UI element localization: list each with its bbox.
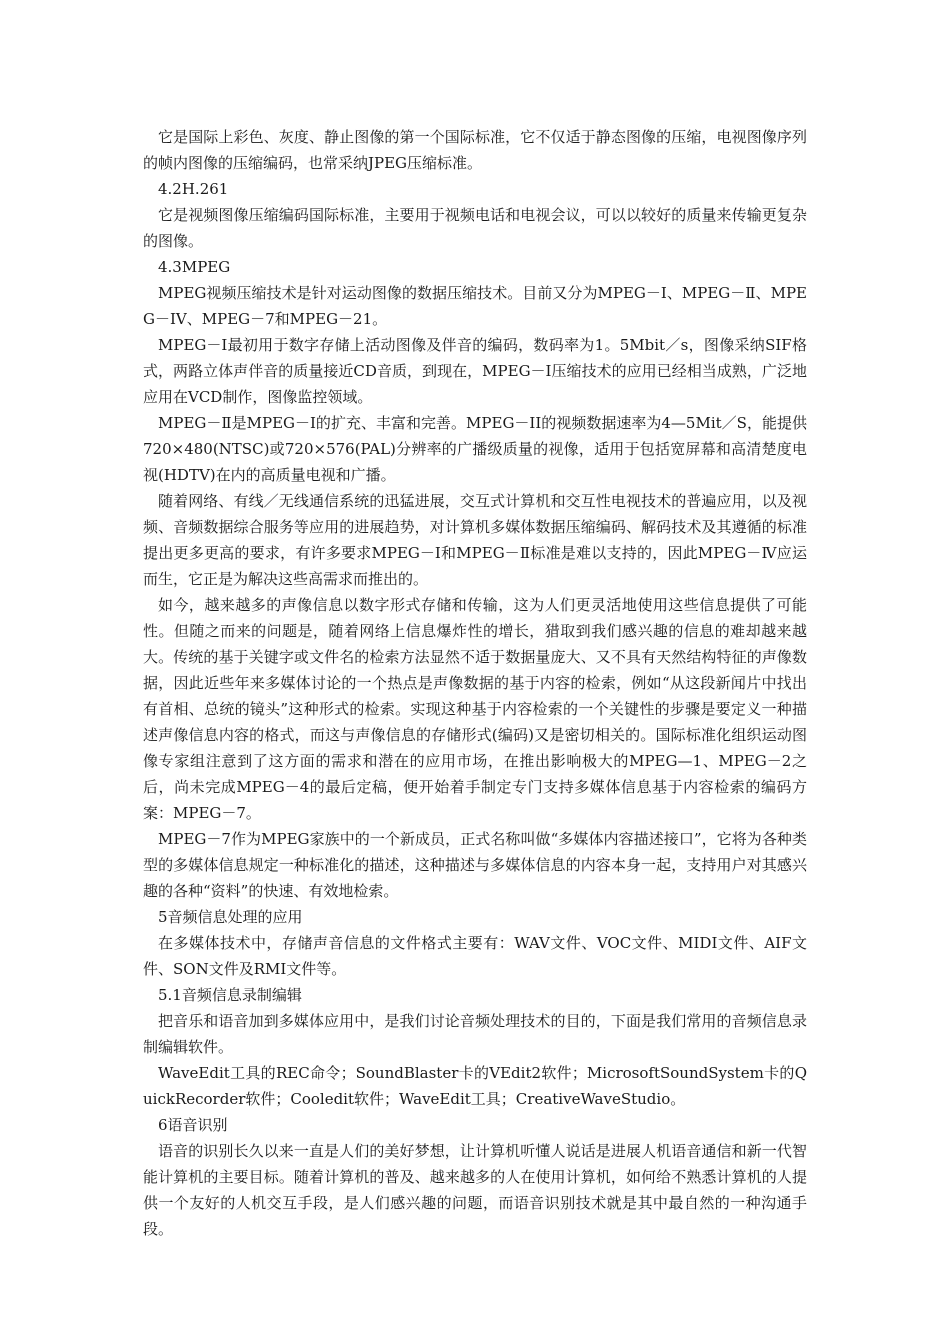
paragraph-mpeg-1: MPEG－I最初用于数字存储上活动图像及伴音的编码，数码率为1。5Mbit／s，图像采纳SIF格式，两路立体声伴音的质量接近CD音质，到现在，MPEG－I压缩技术的应用已经相当成熟，广泛地应用在VCD制作，图像监控领域。 (143, 336, 807, 406)
paragraph-audio-formats: 在多媒体技术中，存储声音信息的文件格式主要有：WAV文件、VOC文件、MIDI文件、AIF文件、SON文件及RMI文件等。 (143, 934, 807, 978)
section-heading-5: 5音频信息处理的应用 (158, 908, 303, 926)
paragraph-audio-editing: 把音乐和语音加到多媒体应用中，是我们讨论音频处理技术的目的，下面是我们常用的音频信息录制编辑软件。 (143, 1012, 807, 1056)
paragraph-jpeg-intro: 它是国际上彩色、灰度、静止图像的第一个国际标准，它不仅适于静态图像的压缩，电视图像序列的帧内图像的压缩编码，也常采纳JPEG压缩标准。 (143, 128, 807, 172)
paragraph-speech-recognition: 语音的识别长久以来一直是人们的美好梦想，让计算机听懂人说话是进展人机语音通信和新一代智能计算机的主要目标。随着计算机的普及、越来越多的人在使用计算机，如何给不熟悉计算机的人提供一个友好的人机交互手段，是人们感兴趣的问题，而语音识别技术就是其中最自然的一种沟通手段。 (143, 1142, 807, 1238)
paragraph-audio-software-list: WaveEdit工具的REC命令；SoundBlaster卡的VEdit2软件；MicrosoftSoundSystem卡的QuickRecorder软件；Cooledit软件；WaveEdit工具；CreativeWaveStudio。 (143, 1064, 807, 1108)
section-heading-6: 6语音识别 (158, 1116, 228, 1134)
section-heading-4-3: 4.3MPEG (158, 258, 231, 276)
section-heading-5-1: 5.1音频信息录制编辑 (158, 986, 302, 1004)
paragraph-mpeg-overview: MPEG视频压缩技术是针对运动图像的数据压缩技术。目前又分为MPEG－I、MPEG－Ⅱ、MPEG－IV、MPEG－7和MPEG－21。 (143, 284, 807, 328)
document-page (143, 124, 807, 1242)
section-heading-4-2: 4.2H.261 (158, 180, 229, 198)
paragraph-content-retrieval: 如今，越来越多的声像信息以数字形式存储和传输，这为人们更灵活地使用这些信息提供了可能性。但随之而来的问题是，随着网络上信息爆炸性的增长，猎取到我们感兴趣的信息的难却越来越大。传统的基于关键字或文件名的检索方法显然不适于数据量庞大、又不具有天然结构特征的声像数据，因此近些年来多媒体讨论的一个热点是声像数据的基于内容的检索，例如“从这段新闻片中找出有首相、总统的镜头”这种形式的检索。实现这种基于内容检索的一个关键性的步骤是要定义一种描述声像信息内容的格式，而这与声像信息的存储形式(编码)又是密切相关的。国际标准化组织运动图像专家组注意到了这方面的需求和潜在的应用市场，在推出影响极大的MPEG—1、MPEG－2之后，尚未完成MPEG－4的最后定稿，便开始着手制定专门支持多媒体信息基于内容检索的编码方案：MPEG－7。 (143, 596, 807, 822)
paragraph-mpeg-4: 随着网络、有线／无线通信系统的迅猛进展，交互式计算机和交互性电视技术的普遍应用，以及视频、音频数据综合服务等应用的进展趋势，对计算机多媒体数据压缩编码、解码技术及其遵循的标准提出更多更高的要求，有许多要求MPEG－I和MPEG－Ⅱ标准是难以支持的，因此MPEG－Ⅳ应运而生，它正是为解决这些高需求而推出的。 (143, 492, 807, 588)
paragraph-mpeg-7: MPEG－7作为MPEG家族中的一个新成员，正式名称叫做“多媒体内容描述接口”，它将为各种类型的多媒体信息规定一种标准化的描述，这种描述与多媒体信息的内容本身一起，支持用户对其感兴趣的各种“资料”的快速、有效地检索。 (143, 830, 807, 900)
paragraph-mpeg-2: MPEG－Ⅱ是MPEG－I的扩充、丰富和完善。MPEG－II的视频数据速率为4—5Mit／S，能提供720×480(NTSC)或720×576(PAL)分辨率的广播级质量的视像，适用于包括宽屏幕和高清楚度电视(HDTV)在内的高质量电视和广播。 (143, 414, 807, 484)
paragraph-h261: 它是视频图像压缩编码国际标准，主要用于视频电话和电视会议，可以以较好的质量来传输更复杂的图像。 (143, 206, 807, 250)
